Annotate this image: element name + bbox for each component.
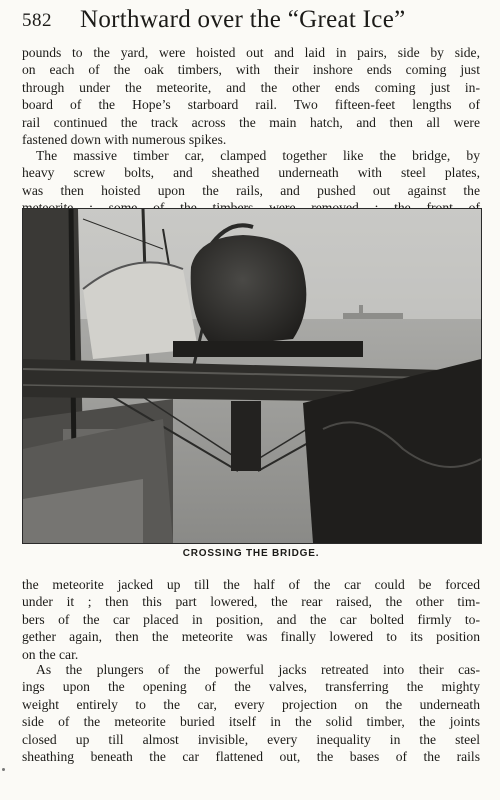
page-number: 582: [22, 10, 52, 31]
paragraph-1: [22, 44, 480, 148]
text-line: weight entirely to the car, every projection on the underneath: [22, 696, 480, 712]
text-line: heavy screw bolts, and sheathed underneath with steel plates,: [22, 165, 480, 181]
text-line: side of the meteorite buried itself in the solid timber, the joints: [22, 714, 480, 730]
photo-crossing-the-bridge: [22, 208, 482, 544]
text-line: on the car.: [22, 646, 79, 662]
text-line: pounds to the yard, were hoisted out and laid in pairs, side by side,: [22, 45, 480, 60]
page-header: [22, 4, 482, 38]
text-line: was then hoisted upon the rails, and pushed out against the: [22, 182, 480, 198]
paragraph-2: [22, 147, 480, 217]
scan-speck: [2, 768, 5, 771]
paragraph-3: [22, 576, 480, 663]
text-line: closed up till almost invisible, every inequality in the steel: [22, 731, 480, 747]
text-line: under it ; then this part lowered, the rear raised, the other tim-: [22, 594, 480, 610]
text-line: on each of the oak timbers, with their inshore ends coming just: [22, 62, 480, 78]
text-line: gether again, then the meteorite was finally lowered to its position: [22, 629, 480, 645]
text-line: board of the Hope’s starboard rail. Two fifteen-feet lengths of: [22, 97, 480, 113]
text-line: rail continued the track across the main hatch, and then all were: [22, 114, 480, 130]
text-line: sheathing beneath the car flattened out, the bases of the rails: [22, 749, 480, 765]
figure-caption: CROSSING THE BRIDGE.: [182, 548, 320, 559]
text-line: The massive timber car, clamped together like the bridge, by: [36, 148, 480, 163]
paragraph-4: [22, 661, 480, 765]
text-line: the meteorite jacked up till the half of the car could be forced: [22, 577, 480, 592]
text-line: ings upon the opening of the valves, transferring the mighty: [22, 679, 480, 695]
text-line: fastened down with numerous spikes.: [22, 132, 227, 148]
running-title: Northward over the “Great Ice”: [80, 6, 406, 33]
text-line: through under the meteorite, and the other ends coming just in-: [22, 79, 480, 95]
text-line: bers of the car placed in position, and the car bolted firmly to-: [22, 611, 480, 627]
text-line: As the plungers of the powerful jacks retreated into their cas-: [36, 662, 480, 677]
